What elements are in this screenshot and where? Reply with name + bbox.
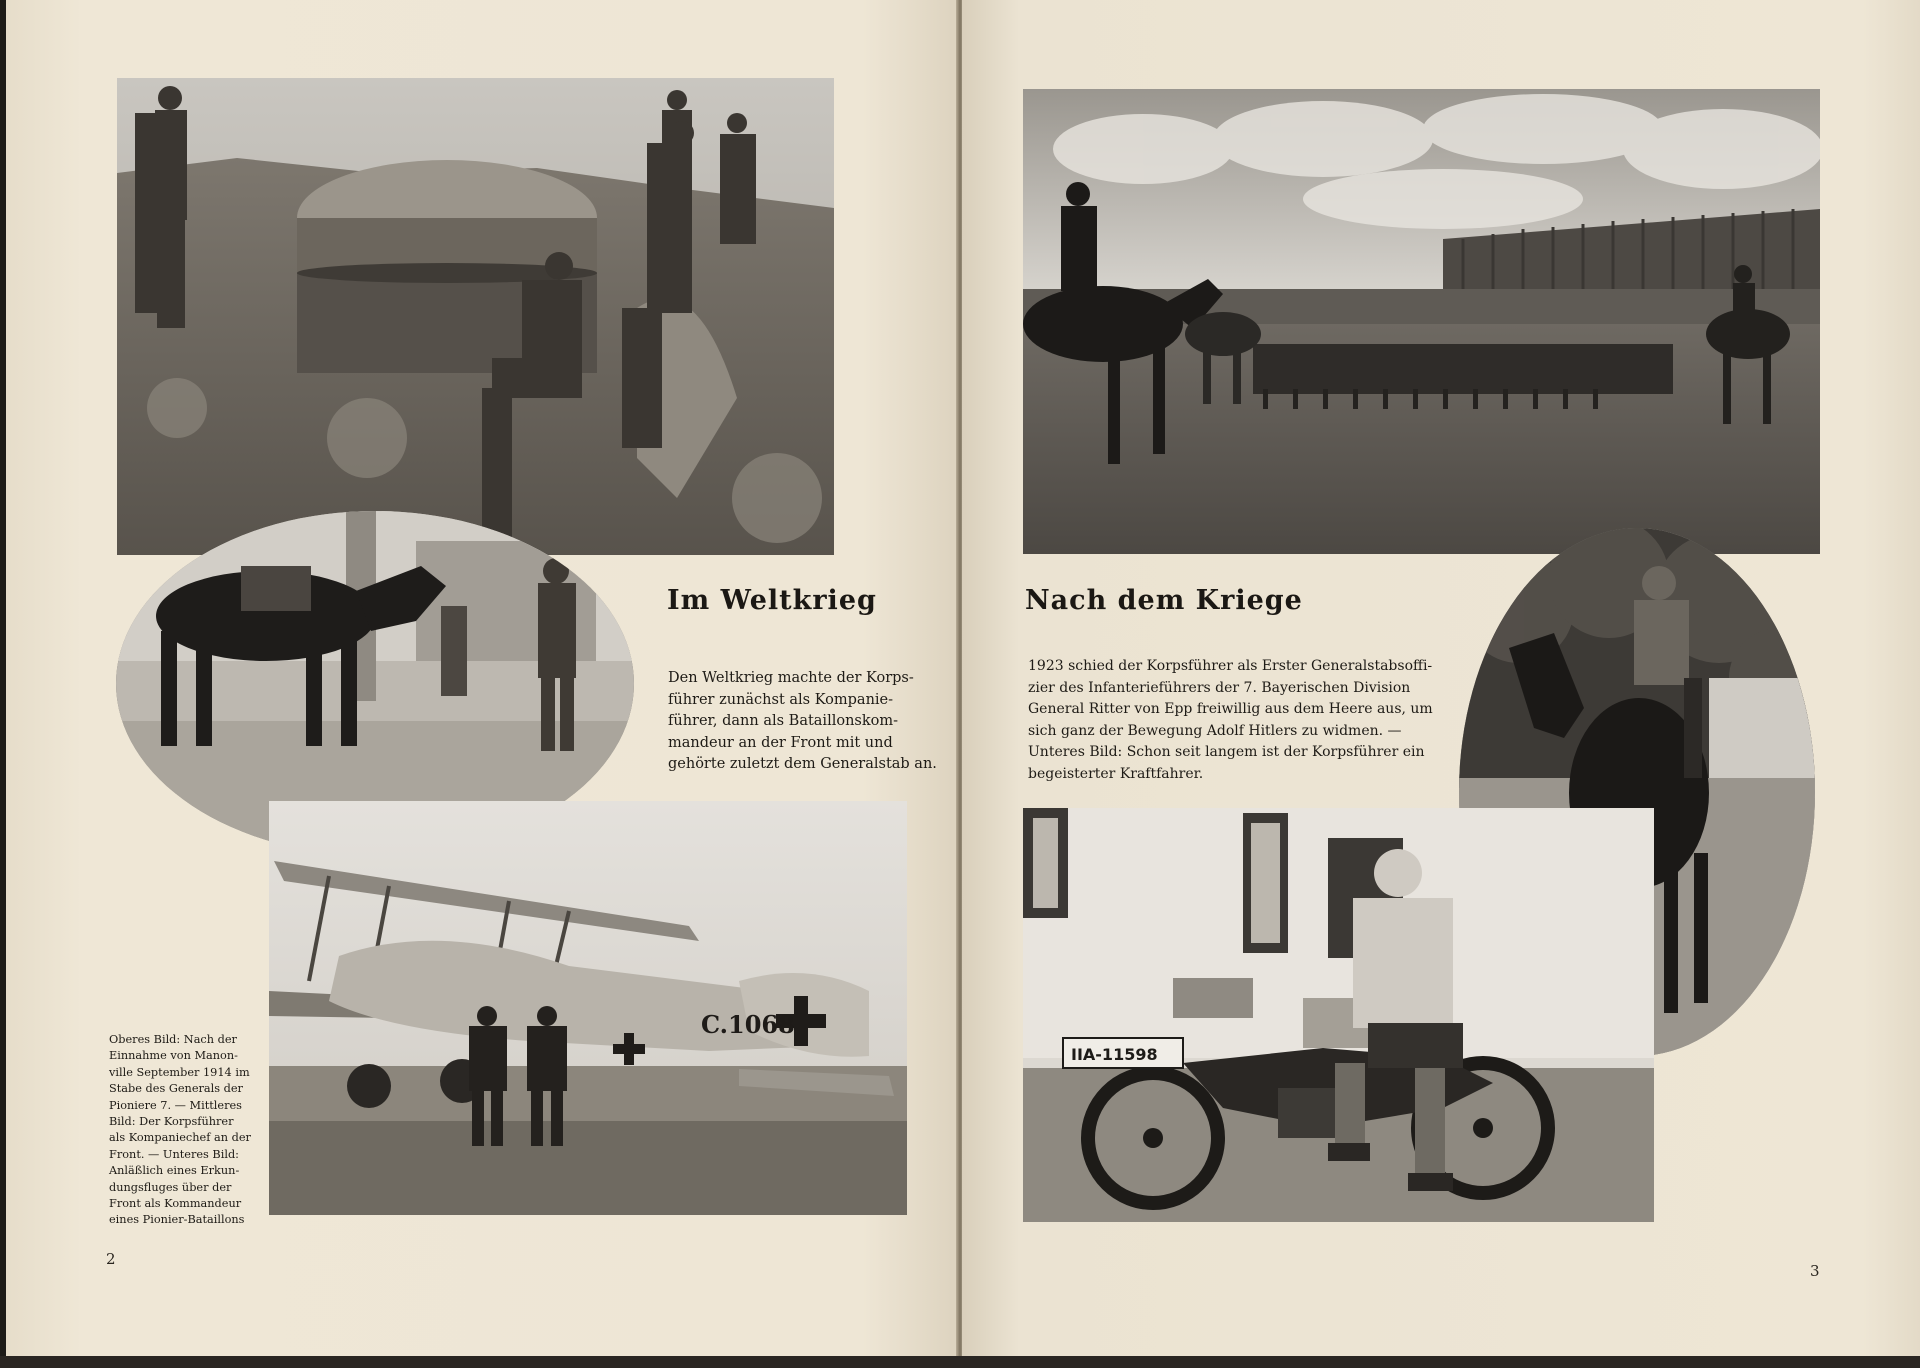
- caption-line: dungsfluges über der: [109, 1180, 232, 1194]
- page-number-right: 3: [1810, 1262, 1820, 1280]
- left-heading: Im Weltkrieg: [667, 585, 877, 616]
- plane-marking: C.1068: [701, 1010, 795, 1039]
- right-body-line: sich ganz der Bewegung Adolf Hitlers zu widmen. —: [1028, 722, 1402, 739]
- left-body-line: führer zunächst als Kompanie-: [668, 691, 894, 708]
- caption-line: Bild: Der Korpsführer: [109, 1115, 234, 1129]
- scan-bottom-edge: [0, 1356, 1920, 1368]
- license-plate: IIA-11598: [1071, 1045, 1158, 1064]
- caption-line: ville September 1914 im: [109, 1065, 250, 1079]
- caption-line: Pioniere 7. — Mittleres: [109, 1098, 242, 1112]
- right-body-line: 1923 schied der Korpsführer als Erster Generalstabsoffi-: [1028, 658, 1433, 674]
- caption-line: eines Pionier-Bataillons: [109, 1213, 245, 1227]
- photo-bunker-officers: [117, 78, 834, 555]
- caption-line: als Kompaniechef an der: [109, 1131, 251, 1145]
- right-body-line: Unteres Bild: Schon seit langem ist der Korpsführer ein: [1028, 744, 1425, 761]
- photo-motorcycle: [1023, 808, 1654, 1222]
- photo-parade-cavalry: [1023, 89, 1820, 554]
- right-body-line: zier des Infanterieführers der 7. Bayerischen Division: [1028, 679, 1411, 696]
- left-body-line: mandeur an der Front mit und: [668, 734, 893, 751]
- left-body-line: führer, dann als Bataillonskom-: [668, 713, 899, 730]
- caption-line: Anläßlich eines Erkun-: [109, 1164, 240, 1178]
- right-heading: Nach dem Kriege: [1025, 585, 1303, 616]
- left-body-text: [668, 668, 937, 776]
- caption-line: Oberes Bild: Nach der: [109, 1033, 237, 1046]
- caption-line: Stabe des Generals der: [109, 1082, 243, 1096]
- left-caption: [109, 1032, 249, 1229]
- left-body-line: gehörte zuletzt dem Generalstab an.: [668, 756, 937, 773]
- photo-biplane-reconnaissance: [269, 801, 907, 1215]
- right-body-line: General Ritter von Epp freiwillig aus dem Heere aus, um: [1028, 701, 1433, 718]
- caption-line: Front. — Unteres Bild:: [109, 1147, 239, 1161]
- page-number-left: 2: [106, 1250, 116, 1268]
- caption-line: Front als Kommandeur: [109, 1197, 242, 1211]
- right-body-line: begeisterter Kraftfahrer.: [1028, 765, 1204, 782]
- caption-line: Einnahme von Manon-: [109, 1049, 238, 1063]
- right-body-text: [1028, 656, 1433, 786]
- left-body-line: Den Weltkrieg machte der Korps-: [668, 670, 914, 686]
